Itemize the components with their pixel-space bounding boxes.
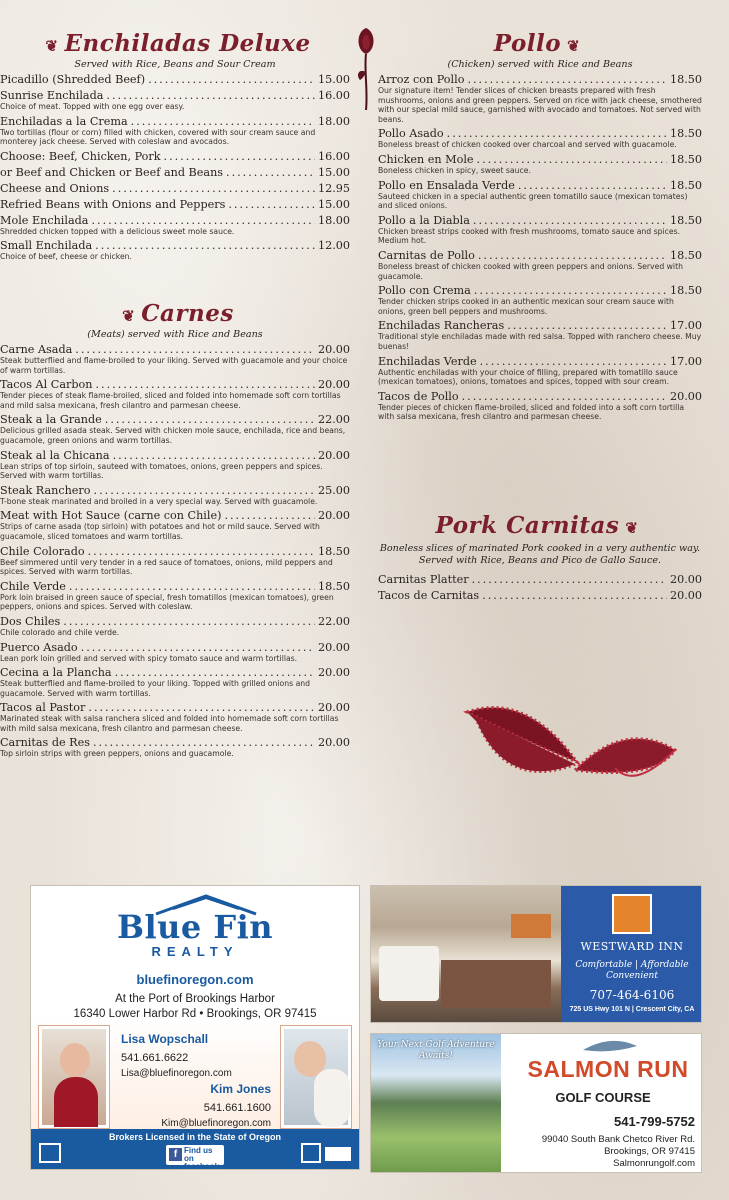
menu-item-row xyxy=(378,284,702,297)
menu-item xyxy=(0,484,350,507)
enchiladas-title: Enchiladas Deluxe xyxy=(64,30,311,57)
carnes-section xyxy=(0,300,350,759)
agent2-email[interactable]: Kim@bluefinoregon.com xyxy=(161,1118,271,1129)
menu-item-name: Carnitas Platter xyxy=(378,573,469,586)
menu-item-price: 15.00 xyxy=(317,165,350,179)
facebook-icon: f xyxy=(169,1148,182,1161)
menu-item-price: 18.00 xyxy=(317,114,350,128)
carnitas-section xyxy=(378,512,702,602)
menu-item-name: Carne Asada xyxy=(0,343,73,356)
carnitas-list xyxy=(378,573,702,602)
menu-item-name: Cheese and Onions xyxy=(0,181,110,195)
fan-decoration xyxy=(455,690,705,820)
menu-item-name: Puerco Asado xyxy=(0,640,78,654)
menu-item-row xyxy=(0,182,350,195)
menu-item-price: 20.00 xyxy=(317,701,350,715)
menu-item-name: Carnitas de Res xyxy=(0,736,90,750)
menu-item-description: Authentic enchiladas with your choice of filling, prepared with tomatillo sauce (mexican tomatoes), onions, tomatoes and spices, topped with sour cream. xyxy=(378,367,678,387)
salmon-address2: Brookings, OR 97415 xyxy=(604,1146,695,1157)
menu-item xyxy=(0,73,350,86)
dot-leader xyxy=(88,545,315,558)
flourish-icon: ❦ xyxy=(122,307,136,325)
menu-item-description: Tender pieces of steak flame-broiled, sliced and folded into homemade soft corn tortillas and mild salsa mexicana, fresh cilantro and parmesan cheese. xyxy=(0,391,341,410)
menu-item-name: Enchiladas a la Crema xyxy=(0,114,128,128)
dot-leader xyxy=(95,378,315,391)
dot-leader xyxy=(81,641,315,654)
menu-item-row xyxy=(0,343,350,356)
salmon-sub: GOLF COURSE xyxy=(555,1090,651,1105)
salmon-fish-icon xyxy=(581,1036,641,1058)
dot-leader xyxy=(472,573,667,586)
menu-item-name: Tacos al Pastor xyxy=(0,701,86,715)
menu-item-row xyxy=(0,666,350,679)
golf-course-photo xyxy=(371,1034,501,1172)
poodle-image xyxy=(314,1069,350,1127)
menu-item-name: or Beef and Chicken or Beef and Beans xyxy=(0,165,224,179)
dot-leader xyxy=(91,214,315,227)
dot-leader xyxy=(507,319,667,332)
menu-item-row xyxy=(378,573,702,586)
westward-phone[interactable]: 707-464-6106 xyxy=(589,988,675,1002)
menu-item xyxy=(0,214,350,237)
menu-item-name: Choose: Beef, Chicken, Pork xyxy=(0,149,161,163)
menu-item xyxy=(0,615,350,638)
menu-item-price: 22.00 xyxy=(317,413,350,427)
menu-item-row xyxy=(0,89,350,102)
westward-tagline-line2: Convenient xyxy=(606,971,658,981)
menu-item-row xyxy=(0,615,350,628)
dot-leader xyxy=(467,73,667,86)
salmon-logo: SALMON RUN xyxy=(527,1056,689,1082)
menu-item xyxy=(378,179,702,211)
wall-painting xyxy=(511,914,551,938)
menu-item-price: 18.50 xyxy=(669,152,702,166)
menu-item-description: T-bone steak marinated and broiled in a very special way. Served with guacamole. xyxy=(0,496,318,506)
dot-leader xyxy=(69,580,315,593)
carnes-heading xyxy=(0,300,350,327)
menu-item-row xyxy=(0,736,350,749)
menu-item xyxy=(378,73,702,124)
menu-item-name: Chile Colorado xyxy=(0,544,85,558)
menu-item-price: 20.00 xyxy=(317,666,350,680)
pollo-list xyxy=(378,73,702,422)
menu-item-row xyxy=(0,449,350,462)
menu-item xyxy=(0,89,350,112)
dot-leader xyxy=(164,150,315,163)
menu-item-description: Choice of beef, cheese or chicken. xyxy=(0,252,132,262)
westward-panel xyxy=(561,886,702,1022)
menu-item-name: Mole Enchilada xyxy=(0,213,89,227)
menu-item-name: Pollo Asado xyxy=(378,127,444,141)
menu-item xyxy=(0,580,350,612)
menu-item-row xyxy=(0,73,350,86)
menu-item xyxy=(0,343,350,375)
menu-item xyxy=(0,449,350,481)
menu-item-name: Refried Beans with Onions and Peppers xyxy=(0,197,226,211)
menu-item-name: Dos Chiles xyxy=(0,614,61,628)
dot-leader xyxy=(226,166,315,179)
menu-item-description: Boneless chicken in spicy, sweet sauce. xyxy=(378,165,531,175)
facebook-badge[interactable] xyxy=(166,1145,224,1170)
agent1-photo xyxy=(39,1026,109,1128)
dot-leader xyxy=(228,198,315,211)
flourish-icon: ❦ xyxy=(567,37,581,55)
menu-item-row xyxy=(378,249,702,262)
menu-item-row xyxy=(0,701,350,714)
menu-item xyxy=(0,641,350,664)
menu-item xyxy=(0,182,350,195)
enchiladas-heading xyxy=(0,30,350,57)
westward-tagline xyxy=(561,960,702,982)
dot-leader xyxy=(462,390,667,403)
menu-item-description: Sauteed chicken in a special authentic green tomatillo sauce (mexican tomates) and sliced onions. xyxy=(378,191,688,211)
menu-item-name: Arroz con Pollo xyxy=(378,73,465,86)
salmon-run-ad[interactable] xyxy=(370,1033,702,1173)
dot-leader xyxy=(478,249,667,262)
agent1-phone[interactable]: 541.661.6622 xyxy=(121,1052,189,1064)
bluefin-address-line2: 16340 Lower Harbor Rd • Brookings, OR 97415 xyxy=(73,1008,317,1020)
menu-item-price: 15.00 xyxy=(317,197,350,211)
license-text: Brokers Licensed in the State of Oregon xyxy=(108,1132,282,1142)
dot-leader xyxy=(75,343,315,356)
bluefin-realty-label: REALTY xyxy=(151,944,239,959)
dot-leader xyxy=(106,89,315,102)
menu-item-name: Pollo en Ensalada Verde xyxy=(378,178,515,192)
salmon-address1: 99040 South Bank Chetco River Rd. xyxy=(541,1134,695,1145)
menu-item xyxy=(378,355,702,387)
menu-item-price: 22.00 xyxy=(317,614,350,628)
dot-leader xyxy=(93,736,315,749)
menu-item-row xyxy=(378,153,702,166)
enchiladas-subtitle: Served with Rice, Beans and Sour Cream xyxy=(74,59,276,70)
menu-item-price: 18.50 xyxy=(669,284,702,298)
carnitas-heading xyxy=(378,512,702,539)
menu-item-price: 16.00 xyxy=(317,89,350,102)
menu-item-price: 25.00 xyxy=(317,483,350,497)
dot-leader xyxy=(518,179,667,192)
menu-item-price: 17.00 xyxy=(669,319,702,333)
menu-item-row xyxy=(0,378,350,391)
menu-item-price: 20.00 xyxy=(669,389,702,403)
menu-item xyxy=(0,701,350,733)
realtor-icon xyxy=(301,1143,321,1163)
menu-item-description: Delicious grilled asada steak. Served with chicken mole sauce, enchilada, rice and beans, guacamole, green onions and warm tortillas. xyxy=(0,426,346,445)
menu-item xyxy=(0,115,350,147)
menu-item-price: 18.50 xyxy=(669,213,702,227)
dot-leader xyxy=(447,127,667,140)
agent2-phone[interactable]: 541.661.1600 xyxy=(203,1102,271,1114)
bluefin-footer xyxy=(31,1129,359,1169)
menu-item xyxy=(0,666,350,698)
menu-item-price: 12.00 xyxy=(317,239,350,253)
menu-item-price: 18.50 xyxy=(669,127,702,141)
dot-leader xyxy=(112,182,315,195)
menu-item-name: Carnitas de Pollo xyxy=(378,248,475,262)
dot-leader xyxy=(131,115,315,128)
menu-item-price: 18.50 xyxy=(669,178,702,192)
westward-name: WESTWARD INN xyxy=(580,940,684,953)
menu-item-price: 20.00 xyxy=(317,736,350,750)
menu-item-name: Steak Ranchero xyxy=(0,483,91,497)
menu-item-price: 18.50 xyxy=(669,248,702,262)
dot-leader xyxy=(95,239,315,252)
menu-item-price: 18.00 xyxy=(317,213,350,227)
menu-item-row xyxy=(0,580,350,593)
carnes-list xyxy=(0,343,350,759)
agent1-email[interactable]: Lisa@bluefinoregon.com xyxy=(121,1068,232,1079)
menu-item-price: 20.00 xyxy=(317,343,350,356)
menu-item-row xyxy=(0,641,350,654)
dot-leader xyxy=(477,153,667,166)
dot-leader xyxy=(473,214,667,227)
menu-item xyxy=(378,319,702,351)
menu-item-description: Chile colorado and chile verde. xyxy=(0,627,120,637)
menu-item xyxy=(0,150,350,163)
menu-item-price: 20.00 xyxy=(317,509,350,523)
menu-item-description: Steak butterflied and flame-broiled to your liking. Served with guacamole and your choice of warm tortillas. xyxy=(0,356,348,375)
menu-item-row xyxy=(0,545,350,558)
facebook-label: facebook. xyxy=(184,1162,222,1170)
menu-item-description: Top sirloin strips with green peppers, onions and guacamole. xyxy=(0,749,234,759)
menu-item-description: Traditional style enchiladas made with red salsa. Topped with ranchero cheese. Muy buenas! xyxy=(378,332,702,351)
menu-item-row xyxy=(0,413,350,426)
dot-leader xyxy=(88,701,315,714)
menu-item xyxy=(0,736,350,759)
pollo-section xyxy=(378,30,702,422)
menu-item-description: Tender pieces of chicken flame-broiled, sliced and folded into a soft corn tortilla with salsa mexicana, fresh cilantro and parmesan cheese. xyxy=(378,402,685,422)
menu-item-price: 20.00 xyxy=(669,573,702,586)
menu-item-row xyxy=(378,214,702,227)
bluefin-website[interactable]: bluefinoregon.com xyxy=(136,972,254,987)
pollo-subtitle: (Chicken) served with Rice and Beans xyxy=(447,59,633,70)
carnes-title: Carnes xyxy=(141,300,234,327)
flourish-icon: ❦ xyxy=(45,37,59,55)
menu-item-description: Marinated steak with salsa ranchera sliced and folded into homemade soft corn tortillas with mild salsa mexicana, fresh cilantro and parmesan cheese. xyxy=(0,714,339,733)
salmon-web[interactable]: Salmonrungolf.com xyxy=(613,1158,695,1169)
menu-item-name: Meat with Hot Sauce (carne con Chile) xyxy=(0,509,222,523)
menu-item-price: 18.50 xyxy=(317,544,350,558)
enchiladas-section xyxy=(0,30,350,262)
menu-item xyxy=(0,198,350,211)
menu-item xyxy=(378,153,702,176)
menu-item-description: Boneless breast of chicken cooked over charcoal and served with guacamole. xyxy=(378,140,677,150)
menu-item-name: Tacos de Carnitas xyxy=(378,589,480,602)
agent2-photo xyxy=(281,1026,351,1128)
dot-leader xyxy=(474,284,667,297)
menu-item-description: Beef simmered until very tender in a red sauce of tomatoes, onions, mild peppers and spices. Served with warm tortillas. xyxy=(0,557,333,577)
menu-item-name: Enchiladas Verde xyxy=(378,354,477,368)
menu-item xyxy=(0,509,350,541)
menu-item-description: Boneless breast of chicken cooked with green peppers and onions. Served with guacamole. xyxy=(378,261,683,281)
menu-item-row xyxy=(0,239,350,252)
menu-item-price: 17.00 xyxy=(669,354,702,368)
menu-item xyxy=(378,214,702,246)
bluefin-agents xyxy=(39,1026,351,1131)
dot-leader xyxy=(94,484,315,497)
salmon-headline: Your Next Golf Adventure Awaits! xyxy=(377,1040,495,1061)
westward-address: 725 US Hwy 101 N | Crescent City, CA xyxy=(569,1006,695,1013)
flourish-icon: ❦ xyxy=(625,519,639,537)
menu-item-name: Picadillo (Shredded Beef) xyxy=(0,73,146,86)
bluefin-address-line1: At the Port of Brookings Harbor xyxy=(115,993,275,1005)
bluefin-realty-ad[interactable] xyxy=(30,885,360,1170)
menu-item-row xyxy=(0,484,350,497)
menu-item xyxy=(378,127,702,150)
menu-item-name: Chicken en Mole xyxy=(378,152,474,166)
hotel-room-photo xyxy=(371,886,561,1022)
menu-item-price: 15.00 xyxy=(317,73,350,86)
dot-leader xyxy=(224,509,315,522)
menu-item-row xyxy=(378,589,702,602)
menu-item-row xyxy=(378,355,702,368)
pollo-title: Pollo xyxy=(493,30,562,57)
menu-item-row xyxy=(378,127,702,140)
menu-item-price: 20.00 xyxy=(317,448,350,462)
menu-item-description: Chicken breast strips cooked with fresh mushrooms, tomato sauce and spices. Medium hot. xyxy=(378,226,681,246)
westward-logo-icon xyxy=(612,894,652,934)
menu-item-name: Tacos Al Carbon xyxy=(0,378,93,392)
menu-item-price: 20.00 xyxy=(669,589,702,602)
menu-item-description: Tender chicken strips cooked in an authentic mexican sour cream sauce with onions, green bell peppers and mushrooms. xyxy=(378,297,674,316)
menu-item xyxy=(0,166,350,179)
menu-item-description: Shredded chicken topped with a delicious sweet mole sauce. xyxy=(0,226,235,236)
menu-item-name: Chile Verde xyxy=(0,579,66,593)
dot-leader xyxy=(148,73,315,86)
bluefin-logo: Blue Fin xyxy=(116,908,274,946)
menu-item xyxy=(378,390,702,422)
menu-item xyxy=(0,545,350,577)
carnes-subtitle: (Meats) served with Rice and Beans xyxy=(87,329,263,340)
menu-item-row xyxy=(378,179,702,192)
menu-item-row xyxy=(0,198,350,211)
westward-tagline-line1: Comfortable | Affordable xyxy=(575,960,689,970)
facebook-find-label: Find us on xyxy=(184,1146,213,1163)
dot-leader xyxy=(480,355,667,368)
menu-item-name: Pollo con Crema xyxy=(378,284,471,298)
mls-icon xyxy=(325,1147,351,1161)
equal-housing-icon xyxy=(39,1143,61,1163)
menu-item xyxy=(378,573,702,586)
menu-item-description: Our signature item! Tender slices of chicken breasts prepared with fresh mushrooms, onions and green peppers. Served on rice with jack cheese, smothered with our special mild sauce, garnished with avocado and tomatoes. Not served with beans. xyxy=(378,86,702,124)
menu-item-name: Cecina a la Plancha xyxy=(0,666,112,680)
dot-leader xyxy=(115,666,315,679)
menu-item-description: Strips of carne asada (top sirloin) with potatoes and hot or mild sauce. Served with guacamole, sliced tomatoes and warm tortillas. xyxy=(0,522,320,541)
menu-item-price: 18.50 xyxy=(317,579,350,593)
menu-item-description: Lean pork loin grilled and served with spicy tomato sauce and warm tortillas. xyxy=(0,653,298,663)
bed-left xyxy=(379,946,439,1001)
menu-item xyxy=(378,249,702,281)
menu-item-description: Steak butterflied and flame-broiled to your liking. Topped with grilled onions and guacamole. Served with warm tortillas. xyxy=(0,679,311,698)
menu-item-name: Steak al la Chicana xyxy=(0,448,110,462)
menu-item-row xyxy=(0,214,350,227)
menu-item xyxy=(378,589,702,602)
menu-item-name: Small Enchilada xyxy=(0,239,93,253)
rose-decoration xyxy=(352,20,380,110)
bluefin-address xyxy=(31,992,359,1022)
menu-item-row xyxy=(0,115,350,128)
westward-inn-ad[interactable] xyxy=(370,885,702,1023)
dot-leader xyxy=(482,589,667,602)
menu-item xyxy=(378,284,702,316)
menu-item-description: Pork loin braised in green sauce of special, fresh tomatillos (mexican tomatoes), green peppers, onions and spices. Served with coleslaw. xyxy=(0,592,334,612)
bed-right xyxy=(441,960,551,1008)
menu-item-description: Two tortillas (flour or corn) filled with chicken, covered with sour cream sauce and monterey jack cheese. Served with coleslaw and avocados. xyxy=(0,127,316,147)
agent1-face xyxy=(60,1043,90,1077)
agent1-shirt xyxy=(54,1077,98,1127)
menu-item-name: Sunrise Enchilada xyxy=(0,89,104,102)
carnitas-title: Pork Carnitas xyxy=(435,512,620,539)
menu-item-row xyxy=(378,319,702,332)
menu-item-price: 20.00 xyxy=(317,640,350,654)
carnitas-description: Boneless slices of marinated Pork cooked in a very authentic way. Served with Rice, Beans and Pico de Gallo Sauce. xyxy=(379,543,701,566)
menu-item xyxy=(0,239,350,262)
agent1-name: Lisa Wopschall xyxy=(121,1032,209,1046)
menu-item-price: 12.95 xyxy=(317,181,350,195)
menu-item-row xyxy=(378,73,702,86)
dot-leader xyxy=(105,413,315,426)
menu-item-price: 20.00 xyxy=(317,378,350,392)
enchiladas-list xyxy=(0,73,350,262)
menu-item-name: Pollo a la Diabla xyxy=(378,213,470,227)
menu-item-price: 16.00 xyxy=(317,149,350,163)
agent2-name: Kim Jones xyxy=(210,1082,271,1096)
salmon-phone[interactable]: 541-799-5752 xyxy=(614,1114,695,1129)
menu-item-price: 18.50 xyxy=(669,73,702,86)
menu-item-name: Enchiladas Rancheras xyxy=(378,319,505,333)
menu-item-description: Lean strips of top sirloin, sauteed with tomatoes, onions, green peppers and spices. Served with warm tortillas. xyxy=(0,461,323,481)
menu-item-row xyxy=(0,166,350,179)
menu-item-description: Choice of meat. Topped with one egg over easy. xyxy=(0,102,185,111)
dot-leader xyxy=(63,615,315,628)
pollo-heading xyxy=(378,30,702,57)
menu-item-name: Steak a la Grande xyxy=(0,413,102,427)
menu-item-name: Tacos de Pollo xyxy=(378,389,459,403)
menu-item-row xyxy=(378,390,702,403)
menu-item-row xyxy=(0,509,350,522)
dot-leader xyxy=(113,449,315,462)
menu-item-row xyxy=(0,150,350,163)
menu-item xyxy=(0,378,350,410)
menu-item xyxy=(0,413,350,445)
